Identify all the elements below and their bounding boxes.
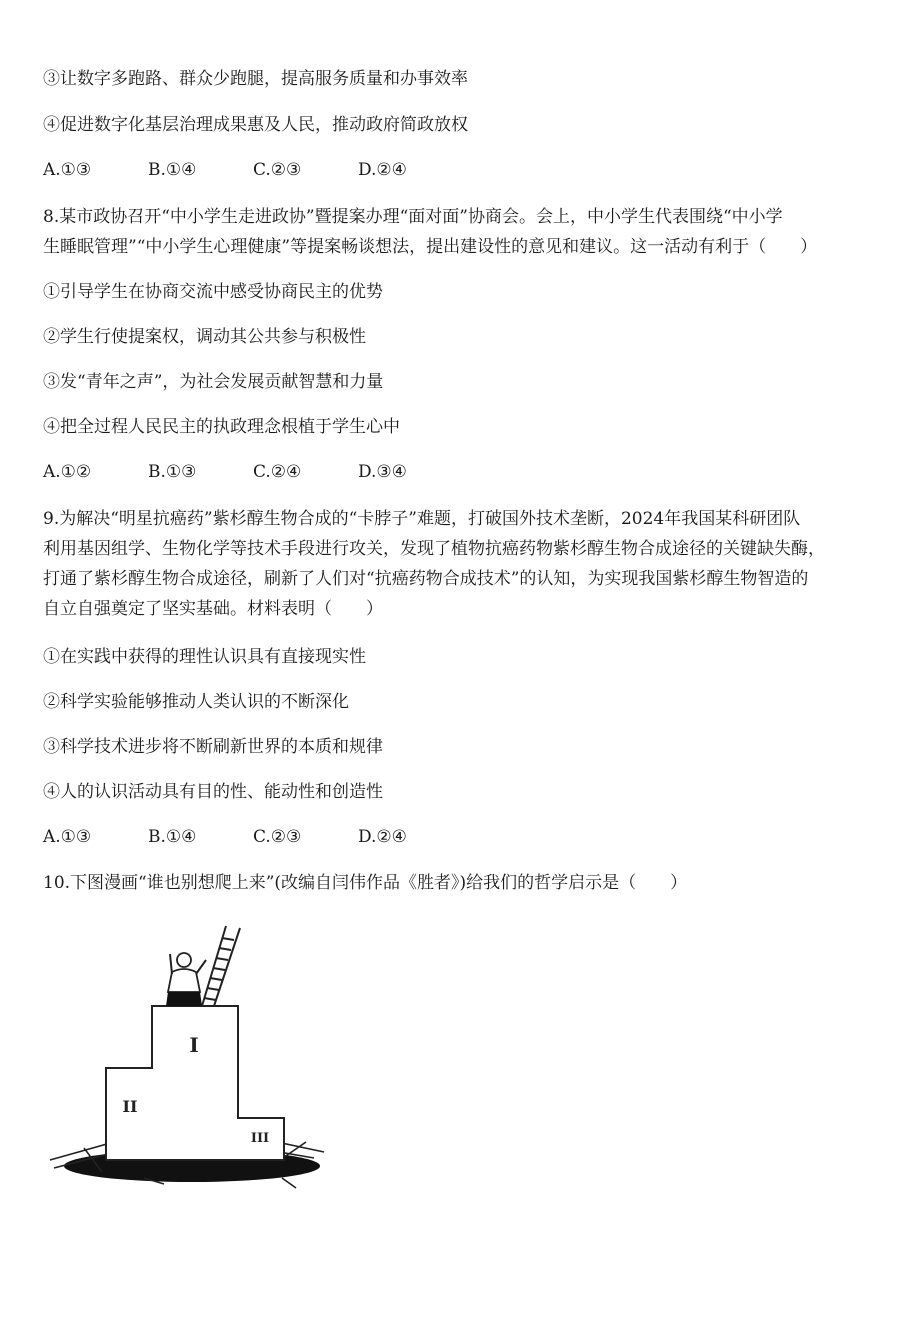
podium-label-first: I	[189, 1033, 199, 1057]
q9-stem-line-3: 打通了紫杉醇生物合成途径，刷新了人们对“抗癌药物合成技术”的认知，为实现我国紫杉醇生物智造的	[43, 569, 809, 589]
q9-stem-line-1: 9.为解决“明星抗癌药”紫杉醇生物合成的“卡脖子”难题，打破国外技术垄断，2024年我国某科研团队	[43, 509, 801, 529]
q8-option-4: ④把全过程人民民主的执政理念根植于学生心中	[43, 417, 400, 437]
q7-choice-b: B.①④	[148, 160, 197, 180]
q9-choices	[43, 826, 463, 848]
podium-label-third: III	[250, 1131, 270, 1146]
q9-choice-b: B.①④	[148, 827, 197, 847]
q8-option-1: ①引导学生在协商交流中感受协商民主的优势	[43, 282, 383, 302]
q7-choice-a: A.①③	[43, 160, 92, 180]
q9-option-3: ③科学技术进步将不断刷新世界的本质和规律	[43, 737, 383, 757]
q9-choice-c: C.②③	[253, 827, 302, 847]
q8-choice-a: A.①②	[43, 462, 92, 482]
q9-option-4: ④人的认识活动具有目的性、能动性和创造性	[43, 782, 383, 802]
q8-option-2: ②学生行使提案权，调动其公共参与积极性	[43, 327, 366, 347]
podium-label-second: II	[122, 1097, 138, 1116]
q8-stem-line-1: 8.某市政协召开“中小学生走进政协”暨提案办理“面对面”协商会。会上，中小学生代表围绕“中小学	[43, 207, 783, 227]
q9-option-1: ①在实践中获得的理性认识具有直接现实性	[43, 647, 366, 667]
q8-stem-line-2: 生睡眠管理”“中小学生心理健康”等提案畅谈想法，提出建设性的意见和建议。这一活动有利于（ ）	[43, 237, 818, 257]
q8-choice-d: D.③④	[358, 462, 407, 482]
q8-choices	[43, 461, 463, 483]
q8-choice-b: B.①③	[148, 462, 197, 482]
q10-stem-line-1: 10.下图漫画“谁也别想爬上来”(改编自闫伟作品《胜者》)给我们的哲学启示是（ ）	[43, 873, 688, 893]
q8-option-3: ③发“青年之声”，为社会发展贡献智慧和力量	[43, 372, 384, 392]
q9-option-2: ②科学实验能够推动人类认识的不断深化	[43, 692, 349, 712]
q9-choice-d: D.②④	[358, 827, 407, 847]
q9-choice-a: A.①③	[43, 827, 92, 847]
q8-choice-c: C.②④	[253, 462, 302, 482]
figure-on-podium	[166, 953, 206, 1006]
q7-option-4: ④促进数字化基层治理成果惠及人民，推动政府简政放权	[43, 115, 468, 135]
q7-choices	[43, 159, 463, 181]
q7-option-3: ③让数字多跑路、群众少跑腿，提高服务质量和办事效率	[43, 69, 468, 89]
ladder	[202, 926, 240, 1006]
q7-choice-d: D.②④	[358, 160, 407, 180]
podium-cartoon	[44, 920, 334, 1195]
q7-choice-c: C.②③	[253, 160, 302, 180]
q9-stem-line-2: 利用基因组学、生物化学等技术手段进行攻关，发现了植物抗癌药物紫杉醇生物合成途径的关键缺失酶，	[43, 539, 825, 559]
q9-stem-line-4: 自立自强奠定了坚实基础。材料表明（ ）	[43, 599, 383, 619]
